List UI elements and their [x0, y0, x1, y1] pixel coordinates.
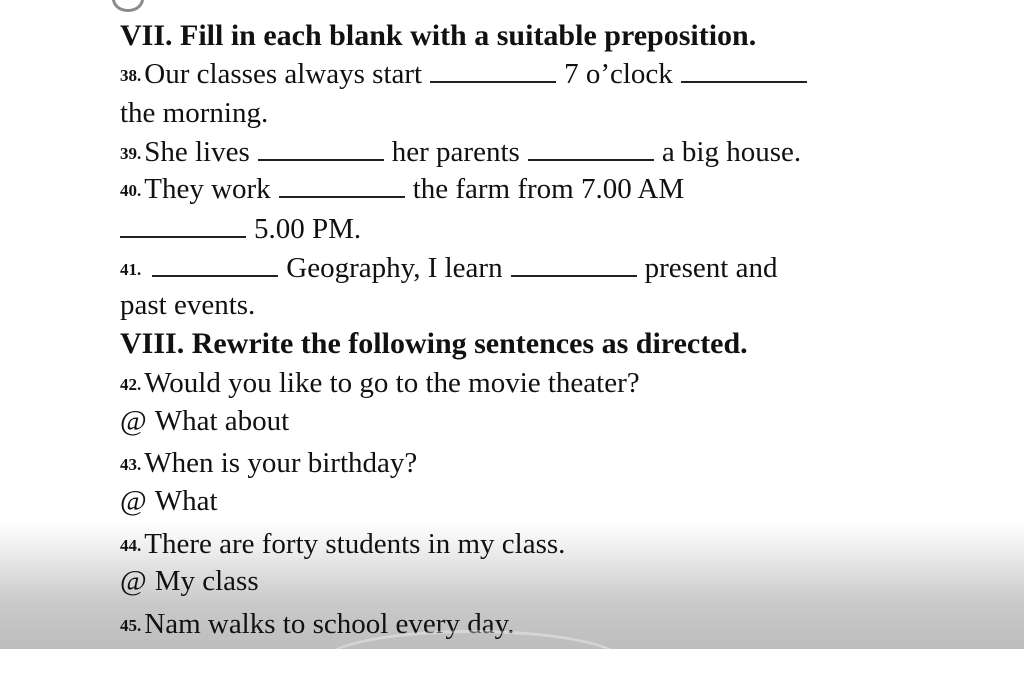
question-38-line-2	[120, 96, 268, 130]
question-38-line-1	[120, 57, 815, 93]
question-number: 38.	[120, 66, 142, 85]
question-text: her parents	[391, 136, 520, 168]
question-number: 45.	[120, 616, 142, 635]
question-text: the morning.	[120, 97, 269, 129]
answer-prompt-43[interactable]	[120, 484, 218, 518]
section-viii-heading: VIII. Rewrite the following sentences as directed.	[120, 327, 748, 360]
cropped-symbol	[112, 0, 144, 12]
question-40-line-2	[120, 212, 361, 246]
question-text: They work	[144, 173, 271, 205]
answer-blank[interactable]	[152, 253, 278, 277]
question-text: the farm from 7.00 AM	[412, 173, 685, 205]
answer-starter: What	[154, 485, 218, 517]
answer-blank[interactable]	[681, 59, 807, 83]
at-symbol: @	[120, 405, 147, 437]
question-text: present and	[644, 252, 778, 284]
question-40-line-1	[120, 172, 684, 208]
question-text: 7 o’clock	[564, 58, 673, 90]
question-44	[120, 527, 565, 563]
question-number: 42.	[120, 375, 142, 394]
answer-blank[interactable]	[430, 59, 556, 83]
question-text: 5.00 PM.	[254, 213, 362, 245]
question-text: Geography, I learn	[286, 252, 503, 284]
answer-starter: What about	[154, 405, 290, 437]
answer-prompt-42[interactable]	[120, 404, 289, 438]
answer-blank[interactable]	[511, 253, 637, 277]
at-symbol: @	[120, 565, 147, 597]
question-text: Nam walks to school every day.	[144, 608, 515, 640]
question-text: She lives	[144, 136, 250, 168]
question-text: There are forty students in my class.	[144, 528, 566, 560]
answer-starter: My class	[154, 565, 259, 597]
question-number: 41.	[120, 260, 142, 279]
overlay-arc	[320, 630, 626, 696]
question-text: Would you like to go to the movie theater?	[144, 367, 640, 399]
question-number: 40.	[120, 181, 142, 200]
question-number: 43.	[120, 455, 142, 474]
answer-prompt-44[interactable]	[120, 564, 259, 598]
question-43	[120, 446, 417, 482]
answer-blank[interactable]	[528, 137, 654, 161]
at-symbol: @	[120, 485, 147, 517]
answer-blank[interactable]	[120, 214, 246, 238]
answer-blank[interactable]	[279, 174, 405, 198]
question-number: 44.	[120, 536, 142, 555]
question-number: 39.	[120, 144, 142, 163]
question-42	[120, 366, 640, 402]
question-text: Our classes always start	[144, 58, 423, 90]
section-vii-heading: VII. Fill in each blank with a suitable preposition.	[120, 19, 757, 52]
question-39	[120, 135, 801, 171]
question-41-line-2	[120, 288, 255, 322]
answer-blank[interactable]	[258, 137, 384, 161]
question-text: When is your birthday?	[144, 447, 418, 479]
question-41-line-1	[120, 251, 777, 287]
question-text: a big house.	[661, 136, 802, 168]
question-text: past events.	[120, 289, 256, 321]
